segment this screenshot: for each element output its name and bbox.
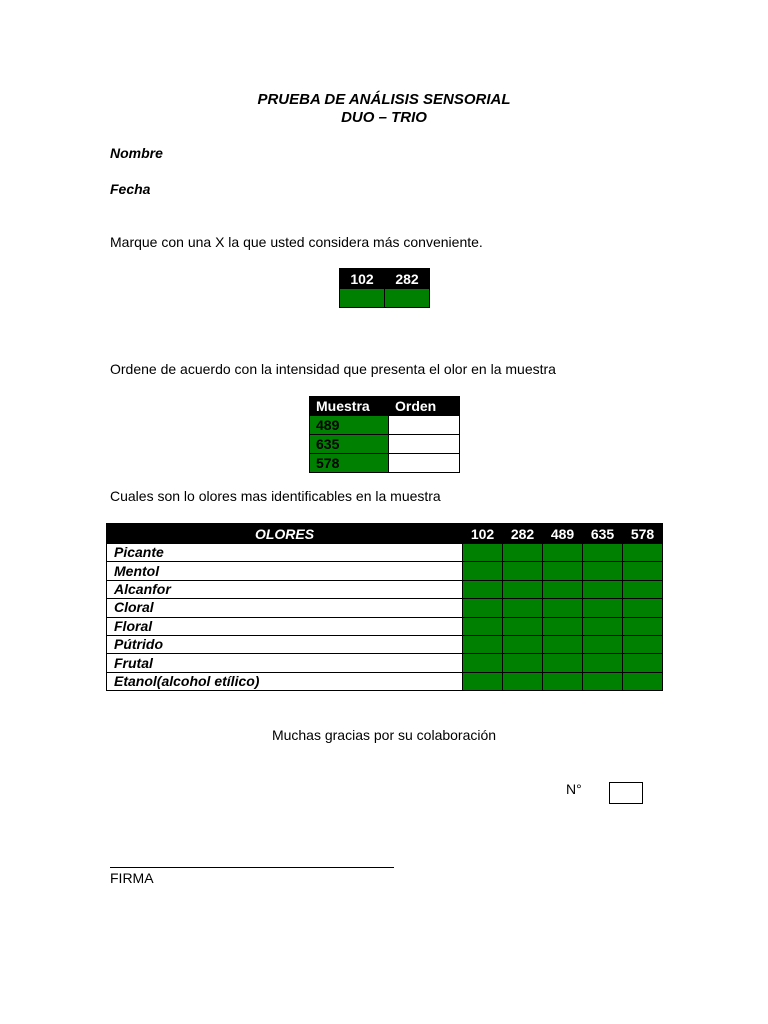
odor-name: Pútrido <box>107 635 463 653</box>
odor-name: Mentol <box>107 562 463 580</box>
date-label: Fecha <box>110 181 151 197</box>
odor-cell[interactable] <box>583 617 623 635</box>
odor-cell[interactable] <box>543 562 583 580</box>
order-input-cell[interactable] <box>389 454 460 473</box>
odor-cell[interactable] <box>463 617 503 635</box>
odors-col-578: 578 <box>623 524 663 544</box>
table-row <box>107 580 663 598</box>
odor-cell[interactable] <box>583 562 623 580</box>
table-row <box>107 617 663 635</box>
choice-header-282: 282 <box>385 269 430 289</box>
number-input-box[interactable] <box>609 782 643 804</box>
odor-cell[interactable] <box>503 635 543 653</box>
odor-cell[interactable] <box>583 599 623 617</box>
odor-cell[interactable] <box>543 544 583 562</box>
name-label: Nombre <box>110 145 163 161</box>
odor-cell[interactable] <box>503 599 543 617</box>
order-header-sample: Muestra <box>310 397 389 416</box>
odor-cell[interactable] <box>463 544 503 562</box>
table-row <box>107 599 663 617</box>
order-input-cell[interactable] <box>389 435 460 454</box>
order-header-order: Orden <box>389 397 460 416</box>
odors-col-635: 635 <box>583 524 623 544</box>
odor-cell[interactable] <box>583 654 623 672</box>
odor-cell[interactable] <box>503 654 543 672</box>
odor-cell[interactable] <box>503 580 543 598</box>
odor-cell[interactable] <box>463 672 503 690</box>
choice-header-102: 102 <box>340 269 385 289</box>
odor-name: Etanol(alcohol etílico) <box>107 672 463 690</box>
odor-cell[interactable] <box>503 617 543 635</box>
odors-table <box>106 523 663 691</box>
table-row <box>310 454 460 473</box>
section3-instruction: Cuales son lo olores mas identificables en la muestra <box>110 488 441 504</box>
odor-cell[interactable] <box>503 544 543 562</box>
odor-cell[interactable] <box>623 617 663 635</box>
odor-cell[interactable] <box>623 654 663 672</box>
odor-name: Alcanfor <box>107 580 463 598</box>
odor-cell[interactable] <box>543 654 583 672</box>
thanks-message: Muchas gracias por su colaboración <box>271 727 497 743</box>
odor-cell[interactable] <box>463 599 503 617</box>
table-row <box>107 672 663 690</box>
odors-col-102: 102 <box>463 524 503 544</box>
odor-cell[interactable] <box>623 672 663 690</box>
number-label: N° <box>566 781 582 797</box>
odor-name: Cloral <box>107 599 463 617</box>
choice-table <box>339 268 430 308</box>
sample-code: 635 <box>310 435 389 454</box>
odors-col-489: 489 <box>543 524 583 544</box>
odor-cell[interactable] <box>583 580 623 598</box>
odor-cell[interactable] <box>543 635 583 653</box>
odors-header: OLORES <box>107 524 463 544</box>
section1-instruction: Marque con una X la que usted considera más conveniente. <box>110 234 483 250</box>
order-input-cell[interactable] <box>389 416 460 435</box>
table-row <box>107 635 663 653</box>
odor-cell[interactable] <box>583 635 623 653</box>
table-row <box>310 435 460 454</box>
odor-cell[interactable] <box>623 635 663 653</box>
order-table <box>309 396 460 473</box>
table-row <box>107 654 663 672</box>
odor-name: Picante <box>107 544 463 562</box>
odor-cell[interactable] <box>543 580 583 598</box>
odor-cell[interactable] <box>543 617 583 635</box>
table-row <box>107 544 663 562</box>
odor-cell[interactable] <box>623 544 663 562</box>
choice-cell-102[interactable] <box>340 289 385 308</box>
odor-cell[interactable] <box>623 562 663 580</box>
odor-name: Frutal <box>107 654 463 672</box>
odor-cell[interactable] <box>583 672 623 690</box>
odor-name: Floral <box>107 617 463 635</box>
odor-cell[interactable] <box>623 580 663 598</box>
odor-cell[interactable] <box>463 635 503 653</box>
sample-code: 578 <box>310 454 389 473</box>
odor-cell[interactable] <box>543 672 583 690</box>
sample-code: 489 <box>310 416 389 435</box>
document-title: PRUEBA DE ANÁLISIS SENSORIAL <box>257 91 511 108</box>
choice-cell-282[interactable] <box>385 289 430 308</box>
odor-cell[interactable] <box>463 654 503 672</box>
table-row <box>310 416 460 435</box>
odor-cell[interactable] <box>463 562 503 580</box>
odor-cell[interactable] <box>543 599 583 617</box>
signature-line <box>110 867 394 868</box>
odor-cell[interactable] <box>623 599 663 617</box>
odor-cell[interactable] <box>583 544 623 562</box>
section2-instruction: Ordene de acuerdo con la intensidad que presenta el olor en la muestra <box>110 361 556 377</box>
odor-cell[interactable] <box>503 672 543 690</box>
odor-cell[interactable] <box>503 562 543 580</box>
odor-cell[interactable] <box>463 580 503 598</box>
table-row <box>107 562 663 580</box>
document-subtitle: DUO – TRIO <box>341 109 427 126</box>
signature-label: FIRMA <box>110 870 154 886</box>
odors-col-282: 282 <box>503 524 543 544</box>
